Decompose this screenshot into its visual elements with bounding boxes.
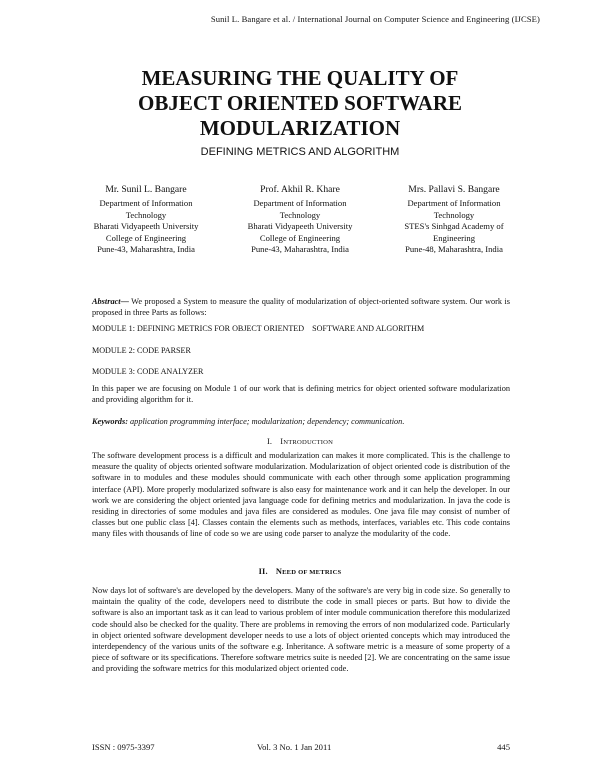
author-3 bbox=[388, 184, 520, 255]
module-1-line: MODULE 1: DEFINING METRICS FOR OBJECT ORIENTED SOFTWARE AND ALGORITHM bbox=[92, 324, 425, 333]
focus-paragraph: In this paper we are focusing on Module 1 of our work that is defining metrics for object oriented software modularization and providing algorithm for it. bbox=[92, 384, 510, 405]
author-name: Prof. Akhil R. Khare bbox=[260, 184, 340, 195]
section-heading-need-of-metrics bbox=[0, 567, 600, 576]
need-of-metrics-paragraph: Now days lot of software's are developed by the developers. Many of the software's are very big in code size. So generally to maintain the quality of the code, developers need to distribute the code in small pieces or parts. But how to divide the software is also an important task as it can lead to various problem of inter module communication therefore this modularized code should also be checked for the quality. There are problems in removing the errors of non modularized code. Particularly in object oriented software development developer needs to use a lots of object oriented concepts which may introduced the interdependency of the various units of the software e.g. Inheritance. A software metric is a measure of some property of a piece of software or its specifications. Therefore software metrics suite is needed [2]. We are concentrating on the same issue and providing the software metrics for this modularized object oriented code. bbox=[92, 586, 510, 674]
keywords bbox=[92, 416, 510, 427]
author-dept-line2: Technology bbox=[279, 209, 321, 220]
footer-volume: Vol. 3 No. 1 Jan 2011 bbox=[257, 742, 332, 752]
title-line-3: MODULARIZATION bbox=[199, 116, 401, 140]
module-3-line: MODULE 3: CODE ANALYZER bbox=[92, 367, 204, 376]
section-number: I. bbox=[266, 437, 273, 446]
abstract bbox=[92, 296, 510, 318]
author-dept-line2: Technology bbox=[125, 209, 167, 220]
title-line-2: OBJECT ORIENTED SOFTWARE bbox=[137, 91, 463, 115]
author-city: Pune-43, Maharashtra, India bbox=[97, 244, 195, 255]
section-number: II. bbox=[258, 567, 268, 576]
paper-subtitle: DEFINING METRICS AND ALGORITHM bbox=[200, 146, 400, 158]
author-inst: Bharati Vidyapeeth University bbox=[93, 221, 199, 232]
author-2 bbox=[234, 184, 366, 255]
author-inst: STES's Sinhgad Academy of bbox=[404, 221, 504, 232]
running-header: Sunil L. Bangare et al. / International Journal on Computer Science and Engineering (IJCSE) bbox=[210, 14, 540, 24]
author-dept: Department of Information bbox=[253, 198, 347, 209]
section-title-initial: I bbox=[280, 437, 284, 446]
section-heading-introduction bbox=[0, 437, 600, 446]
author-inst-line2: Engineering bbox=[433, 232, 475, 243]
section-title-rest: EED OF METRICS bbox=[282, 569, 342, 576]
author-city: Pune-48, Maharashtra, India bbox=[405, 244, 503, 255]
author-city: Pune-43, Maharashtra, India bbox=[251, 244, 349, 255]
keywords-text: application programming interface; modularization; dependency; communication. bbox=[127, 417, 405, 426]
author-dept: Department of Information bbox=[407, 198, 501, 209]
author-inst-line2: College of Engineering bbox=[105, 232, 187, 243]
author-name: Mrs. Pallavi S. Bangare bbox=[408, 184, 500, 195]
section-title-initial: N bbox=[275, 567, 283, 576]
module-2-line: MODULE 2: CODE PARSER bbox=[92, 346, 191, 355]
introduction-paragraph: The software development process is a difficult and modularization can makes it more complicated. This is the challenge to measure the quality of objects oriented software modularization. Modularization of object oriented code is distribution of the software in to modules and these modules should communicate with each other through some application programming interface (API). More properly modularized software is also easy for maintenance work and it can help the developer. In our work we are considering the object oriented java language code for defining metrics and modularization. In java the code is residing in directories of some modules and java files are considered as modules. One java file may consist of number of classes but one public class [4]. Classes contain the elements such as methods, interfaces, variables etc. This code contains many files with thousands of line of code so we are using code parser to analyze the modularity of the code. bbox=[92, 451, 510, 539]
footer-page-number: 445 bbox=[497, 742, 510, 752]
author-dept: Department of Information bbox=[99, 198, 193, 209]
author-dept-line2: Technology bbox=[433, 209, 475, 220]
footer-issn: ISSN : 0975-3397 bbox=[92, 742, 155, 752]
keywords-label: Keywords: bbox=[92, 417, 128, 426]
author-block bbox=[80, 184, 520, 255]
section-title-rest: NTRODUCTION bbox=[283, 439, 334, 446]
author-name: Mr. Sunil L. Bangare bbox=[105, 184, 187, 195]
author-inst-line2: College of Engineering bbox=[259, 232, 341, 243]
abstract-label: Abstract— bbox=[92, 297, 129, 306]
title-line-1: MEASURING THE QUALITY OF bbox=[141, 66, 459, 90]
paper-title bbox=[0, 66, 600, 141]
author-1 bbox=[80, 184, 212, 255]
author-inst: Bharati Vidyapeeth University bbox=[247, 221, 353, 232]
abstract-text: We proposed a System to measure the quality of modularization of object-oriented software system. Our work is proposed in three Parts as follows: bbox=[92, 297, 510, 318]
